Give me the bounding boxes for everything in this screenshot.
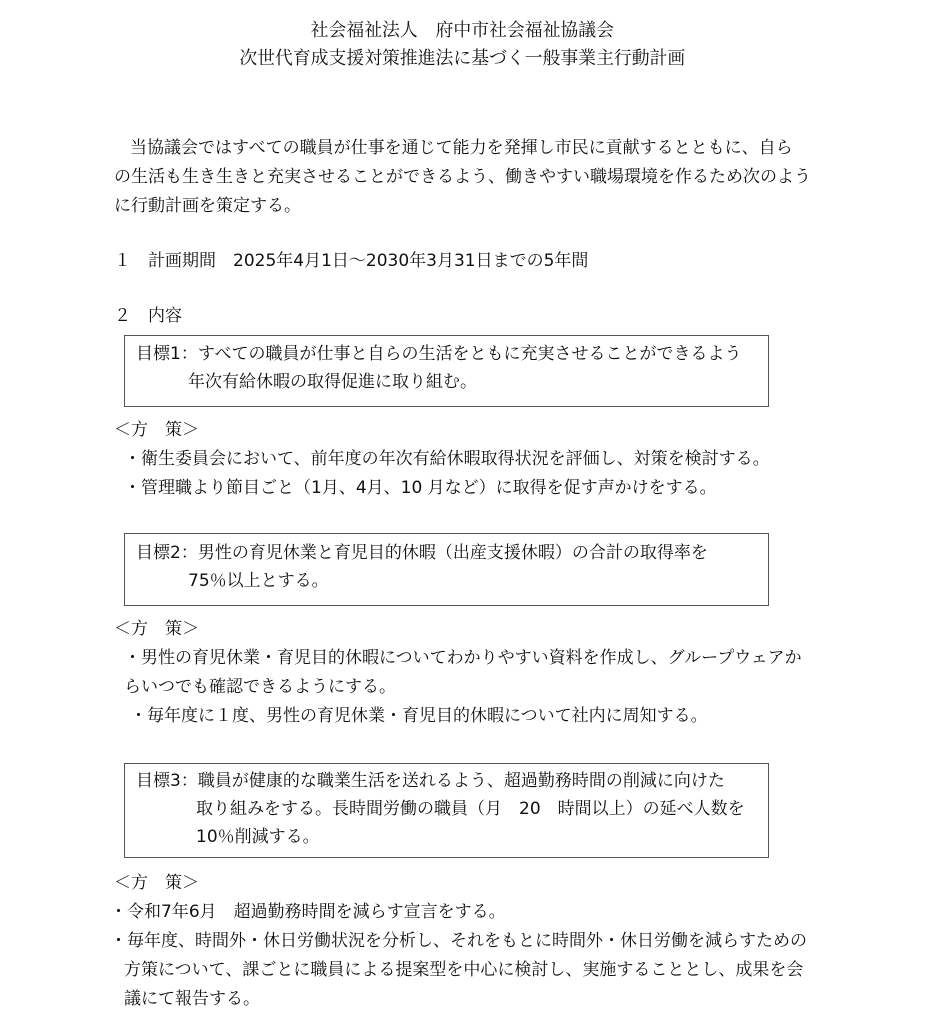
- goal-3-measure-2-cont-2: 議にて報告する。: [124, 989, 260, 1009]
- goal-3-line-2: 取り組みをする。長時間労働の職員（月 20 時間以上）の延べ人数を: [196, 799, 745, 819]
- goal-3-measures-label: ＜方 策＞: [114, 873, 199, 893]
- goal-3-measure-1: ・令和7年6月 超過勤務時間を減らす宣言をする。: [110, 902, 506, 922]
- goal-3-measure-2: ・毎年度、時間外・休日労働状況を分析し、それをもとに時間外・休日労働を減らすための: [110, 931, 807, 951]
- goal-2-line-2: 75％以上とする。: [188, 571, 329, 591]
- goal-2-measure-1: ・男性の育児休業・育児目的休暇についてわかりやすい資料を作成し、グループウェアか: [124, 648, 802, 668]
- goal-3-line-1: 目標3：職員が健康的な職業生活を送れるよう、超過勤務時間の削減に向けた: [136, 771, 725, 791]
- goal-1-measure-1: ・衛生委員会において、前年度の年次有給休暇取得状況を評価し、対策を検討する。: [124, 449, 770, 469]
- goal-3-measure-2-cont-1: 方策について、課ごとに職員による提案型を中心に検討し、実施することとし、成果を会: [124, 960, 804, 980]
- intro-line-1: 当協議会ではすべての職員が仕事を通じて能力を発揮し市民に貢献するとともに、自ら: [130, 138, 793, 158]
- goal-2-measure-1-cont: らいつでも確認できるようにする。: [124, 677, 396, 697]
- goal-2-line-1: 目標2：男性の育児休業と育児目的休暇（出産支援休暇）の合計の取得率を: [136, 543, 708, 563]
- plan-period-heading: １ 計画期間 2025年4月1日～2030年3月31日までの5年間: [114, 251, 589, 271]
- goal-1-line-1: 目標1：すべての職員が仕事と自らの生活をともに充実させることができるよう: [136, 344, 742, 364]
- intro-line-3: に行動計画を策定する。: [114, 196, 301, 216]
- goal-1-measures-label: ＜方 策＞: [114, 420, 199, 440]
- goal-1-line-2: 年次有給休暇の取得促進に取り組む。: [188, 372, 477, 392]
- goal-2-measures-label: ＜方 策＞: [114, 619, 199, 639]
- intro-line-2: の生活も生き生きと充実させることができるよう、働きやすい職場環境を作るため次のよう: [114, 167, 811, 187]
- goal-3-line-3: 10％削減する。: [196, 827, 320, 847]
- goal-2-measure-2: ・毎年度に１度、男性の育児休業・育児目的休暇について社内に周知する。: [130, 706, 708, 726]
- goal-1-measure-2: ・管理職より節目ごと（1月、4月、10 月など）に取得を促す声かけをする。: [124, 478, 717, 498]
- page-title: 次世代育成支援対策推進法に基づく一般事業主行動計画: [239, 48, 686, 69]
- organization-name: 社会福祉法人 府中市社会福祉協議会: [310, 20, 614, 41]
- content-heading: ２ 内容: [114, 306, 182, 326]
